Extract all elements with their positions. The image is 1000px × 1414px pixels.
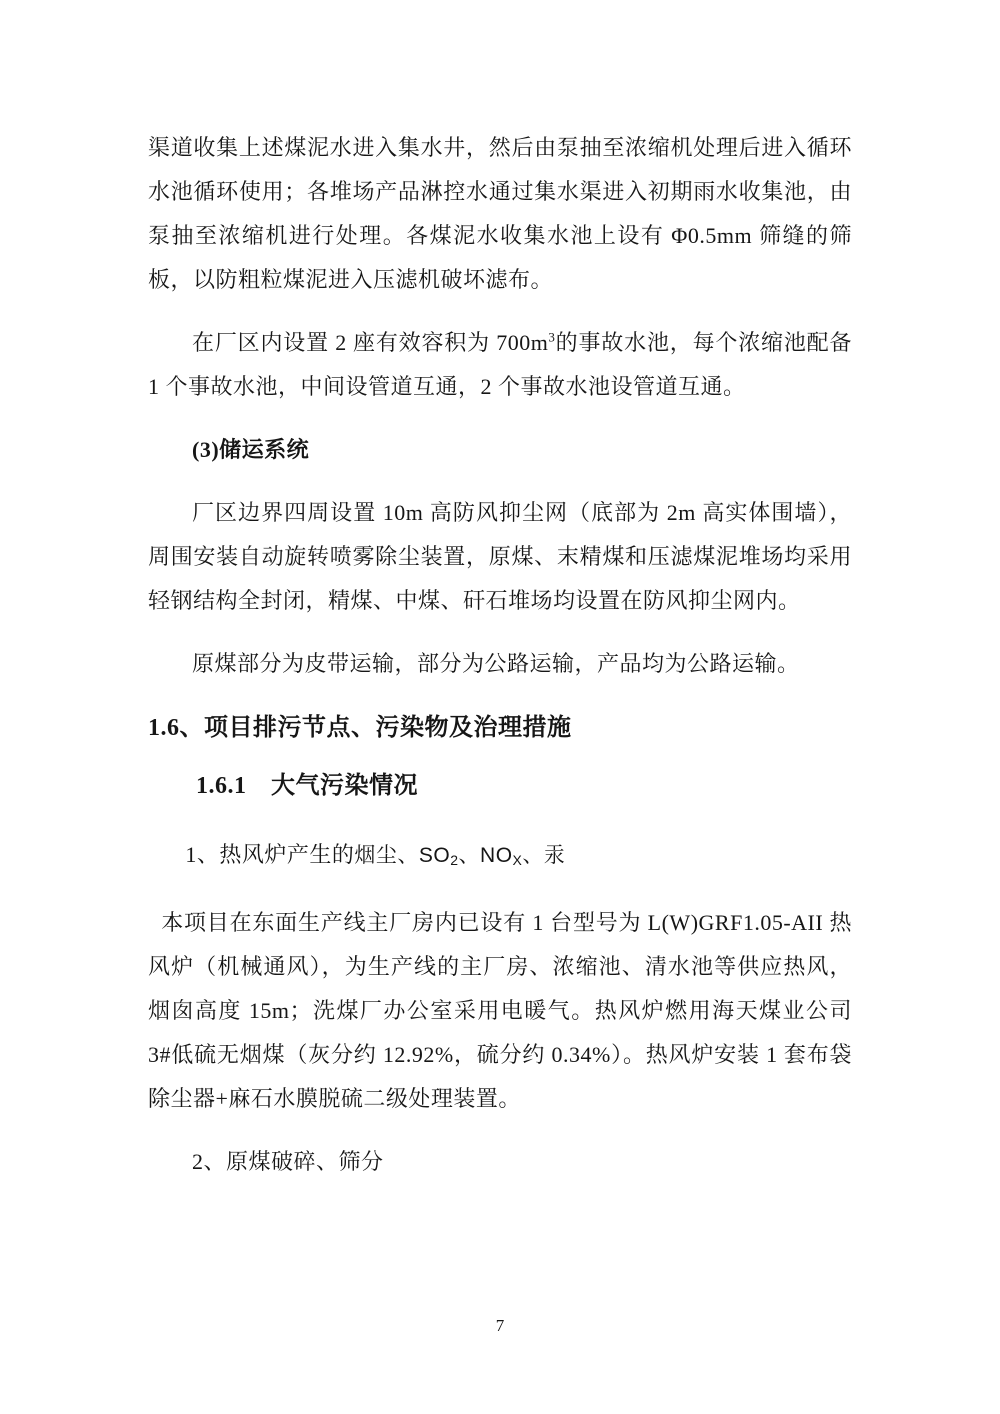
list-item-raw-coal-crushing: 2、原煤破碎、筛分: [192, 1149, 384, 1174]
document-content: [148, 126, 852, 1203]
text-run-before-superscript: 在厂区内设置 2 座有效容积为 700m: [192, 330, 549, 355]
heading-section-1-6-1: 1.6.1 大气污染情况: [196, 773, 418, 799]
text-run-item-prefix: 1、热风炉产生的: [185, 842, 355, 867]
paragraph-accident-pool: [148, 321, 852, 409]
list-item-hot-blast-pollutants: [148, 833, 852, 882]
pollutant-run-no: 、NO: [458, 844, 513, 867]
heading-section-1-6: 1.6、项目排污节点、污染物及治理措施: [148, 715, 572, 741]
superscript-cubic-meter: 3: [548, 329, 556, 345]
subscript-so2: 2: [450, 852, 459, 868]
pollutant-run-mercury: 、汞: [522, 844, 566, 867]
text-run-after-superscript: 的事故水池，每个浓缩池配备 1 个事故水池，中间设管道互通，2 个事故水池设管道互通。: [148, 330, 852, 399]
page-number: 7: [495, 1316, 505, 1335]
paragraph-transport-mode: 原煤部分为皮带运输，部分为公路运输，产品均为公路运输。: [192, 651, 800, 676]
paragraph-dust-suppression-network: 厂区边界四周设置 10m 高防风抑尘网（底部为 2m 高实体围墙），周围安装自动旋转喷雾除尘装置，原煤、末精煤和压滤煤泥堆场均采用轻钢结构全封闭，精煤、中煤、矸石堆场均设置在防风抑尘网内。: [148, 500, 852, 613]
pollutant-run-smoke-so: 烟尘、SO: [354, 844, 451, 867]
subscript-nox: X: [512, 852, 523, 868]
heading-storage-system: (3)储运系统: [192, 437, 310, 462]
paragraph-slurry-water: 渠道收集上述煤泥水进入集水井，然后由泵抽至浓缩机处理后进入循环水池循环使用；各堆场产品淋控水通过集水渠进入初期雨水收集池，由泵抽至浓缩机进行处理。各煤泥水收集水池上设有 Φ0.5mm 筛缝的筛板，以防粗粒煤泥进入压滤机破坏滤布。: [148, 135, 852, 292]
paragraph-hot-blast-stove-detail: 本项目在东面生产线主厂房内已设有 1 台型号为 L(W)GRF1.05-AII 热风炉（机械通风），为生产线的主厂房、浓缩池、清水池等供应热风，烟囱高度 15m；洗煤厂办公室采用电暖气。热风炉燃用海天煤业公司 3#低硫无烟煤（灰分约 12.92%，硫分约 0.34%）。热风炉安装 1 套布袋除尘器+麻石水膜脱硫二级处理装置。: [148, 910, 852, 1111]
